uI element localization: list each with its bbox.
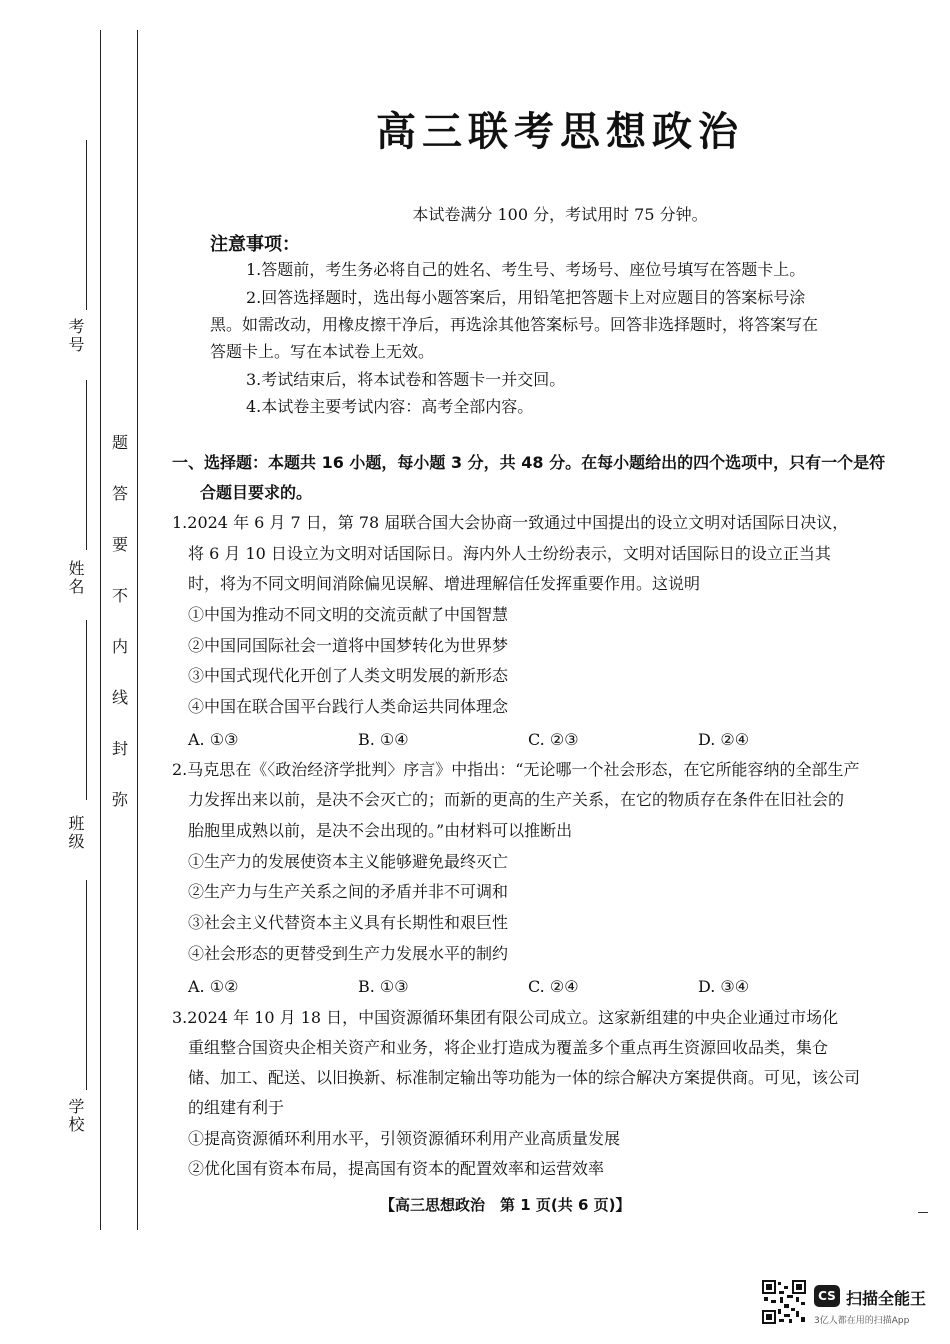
seal-char: 弥 <box>111 790 128 809</box>
notice-line: 3.考试结束后，将本试卷和答题卡一并交回。 <box>246 370 566 389</box>
class-label: 班级 <box>66 815 85 851</box>
exam-number-label: 考号 <box>66 318 85 354</box>
section-heading-cont: 合题目要求的。 <box>200 483 313 502</box>
binding-line-outer <box>100 30 101 1230</box>
seal-line-notice <box>110 430 130 838</box>
notice-line: 答题卡上。写在本试卷上无效。 <box>210 342 435 361</box>
notice-line: 黑。如需改动，用橡皮擦干净后，再选涂其他答案标号。回答非选择题时，将答案写在 <box>210 315 819 334</box>
option-a: A. ①② <box>188 977 239 996</box>
qr-code-icon <box>762 1280 806 1324</box>
seal-char: 内 <box>111 637 128 656</box>
q2-item: ③社会主义代替资本主义具有长期性和艰巨性 <box>188 913 509 932</box>
option-d: D. ②④ <box>698 730 750 749</box>
option-c: C. ②④ <box>528 977 579 996</box>
q1-item: ④中国在联合国平台践行人类命运共同体理念 <box>188 697 509 716</box>
q3-item: ②优化国有资本布局，提高国有资本的配置效率和运营效率 <box>188 1159 605 1178</box>
q2-stem: 胎胞里成熟以前，是决不会出现的。”由材料可以推断出 <box>188 821 573 840</box>
seal-char: 要 <box>111 535 128 554</box>
notice-line: 4.本试卷主要考试内容：高考全部内容。 <box>246 397 534 416</box>
q2-item: ④社会形态的更替受到生产力发展水平的制约 <box>188 944 509 963</box>
scanner-slogan: 3亿人都在用的扫描App <box>814 1316 910 1326</box>
q1-stem: 时，将为不同文明间消除偏见误解、增进理解信任发挥重要作用。这说明 <box>188 574 701 593</box>
school-label: 学校 <box>66 1098 85 1134</box>
notice-line: 2.回答选择题时，选出每小题答案后，用铅笔把答题卡上对应题目的答案标号涂 <box>246 288 806 307</box>
q2-stem: 力发挥出来以前，是决不会灭亡的；而新的更高的生产关系，在它的物质存在条件在旧社会的 <box>188 790 845 809</box>
name-field[interactable] <box>86 380 87 550</box>
q1-stem: 将 6 月 10 日设立为文明对话国际日。海内外人士纷纷表示，文明对话国际日的设立正当其 <box>188 544 831 563</box>
q1-item: ①中国为推动不同文明的交流贡献了中国智慧 <box>188 605 509 624</box>
option-b: B. ①③ <box>358 977 409 996</box>
q1-stem: 1.2024 年 6 月 7 日，第 78 届联合国大会协商一致通过中国提出的设立文明对话国际日决议， <box>172 513 849 532</box>
q3-stem: 的组建有利于 <box>188 1098 285 1117</box>
school-field[interactable] <box>86 880 87 1090</box>
exam-number-field[interactable] <box>86 140 87 310</box>
class-field[interactable] <box>86 620 87 800</box>
camscanner-logo-icon: CS <box>814 1285 840 1307</box>
q3-stem: 储、加工、配送、以旧换新、标准制定输出等功能为一体的综合解决方案提供商。可见，该公司 <box>188 1068 861 1087</box>
name-label: 姓名 <box>66 560 85 596</box>
seal-char: 题 <box>111 433 128 452</box>
scanner-app-name: 扫描全能王 <box>846 1289 927 1308</box>
notice-line: 1.答题前，考生务必将自己的姓名、考生号、考场号、座位号填写在答题卡上。 <box>246 260 806 279</box>
q3-stem: 3.2024 年 10 月 18 日，中国资源循环集团有限公司成立。这家新组建的中央企业通过市场化 <box>172 1008 839 1027</box>
q3-item: ①提高资源循环利用水平，引领资源循环利用产业高质量发展 <box>188 1129 621 1148</box>
q2-options <box>188 977 868 996</box>
q1-item: ③中国式现代化开创了人类文明发展的新形态 <box>188 666 509 685</box>
option-a: A. ①③ <box>188 730 239 749</box>
seal-char: 不 <box>111 586 128 605</box>
q2-item: ②生产力与生产关系之间的矛盾并非不可调和 <box>188 882 509 901</box>
option-d: D. ③④ <box>698 977 750 996</box>
option-c: C. ②③ <box>528 730 579 749</box>
binding-line-inner <box>137 30 138 1230</box>
q3-stem: 重组整合国资央企相关资产和业务，将企业打造成为覆盖多个重点再生资源回收品类，集仓 <box>188 1038 829 1057</box>
footer-dash <box>918 1212 928 1213</box>
option-b: B. ①④ <box>358 730 409 749</box>
page-footer: 【高三思想政治 第 1 页(共 6 页)】 <box>380 1196 631 1214</box>
q1-item: ②中国同国际社会一道将中国梦转化为世界梦 <box>188 636 509 655</box>
seal-char: 答 <box>111 484 128 503</box>
q2-item: ①生产力的发展使资本主义能够避免最终灭亡 <box>188 852 509 871</box>
page-title: 高三联考思想政治 <box>376 109 744 155</box>
exam-info: 本试卷满分 100 分，考试用时 75 分钟。 <box>412 205 708 224</box>
seal-char: 封 <box>111 739 128 758</box>
notice-heading: 注意事项： <box>210 234 300 255</box>
section-heading: 一、选择题：本题共 16 小题，每小题 3 分，共 48 分。在每小题给出的四个选项中，只有一个是符 <box>172 453 886 472</box>
q1-options <box>188 730 868 749</box>
seal-char: 线 <box>111 688 128 707</box>
q2-stem: 2.马克思在《〈政治经济学批判〉序言》中指出：“无论哪一个社会形态，在它所能容纳的全部生产 <box>172 760 860 779</box>
